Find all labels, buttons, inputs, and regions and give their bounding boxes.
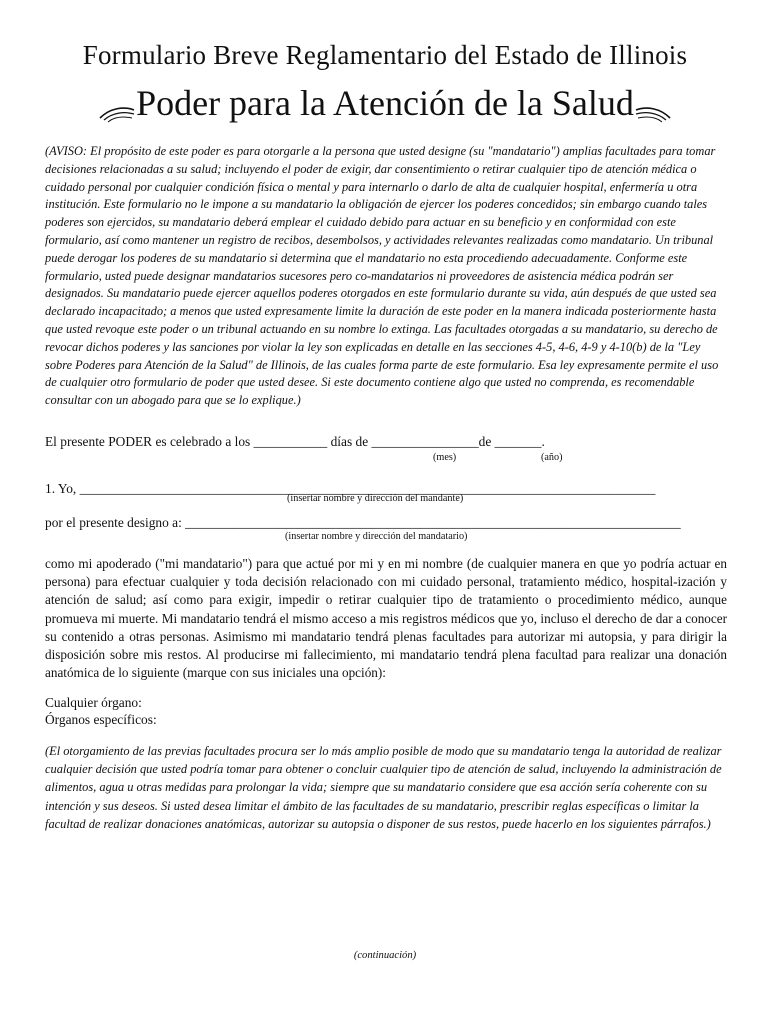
date-line: El presente PODER es celebrado a los ___________ días de ________________de _______. [45,434,545,449]
agent-line: por el presente designo a: __________________________________________________________________________ [45,515,681,530]
powers-paragraph: como mi apoderado ("mi mandatario") para que actué por mi y en mi nombre (de cualquier manera en que yo podría actuar en persona) para efectuar cualquier y toda decisión relacionado con mi cuidado personal, tratamiento médico, hospital-ización y atención de salud; así como para exigir, impedir o retirar cualquier tipo de tratamiento o procedimiento médico, aunque promueva mi muerte. Mi mandatario tendrá el mismo acceso a mis registros médicos que yo, incluso el derecho de dar a conocer su contenido a otras personas. Asimismo mi mandatario tendrá plenas facultades para autorizar mi autopsia, y para dirigir la disposición sobre mis restos. Al producirse mi fallecimiento, mi mandatario tendrá plena facultad para realizar una donación anatómica de lo siguiente (marque con sus iniciales una opción): [45,556,727,681]
form-title-main [0,82,770,124]
left-flourish-icon [96,95,136,119]
form-title-text: Poder para la Atención de la Salud [136,83,634,123]
continuation-label: (continuación) [353,950,417,961]
form-title-state: Formulario Breve Reglamentario del Estado de Illinois [82,40,688,70]
month-label: (mes) [433,452,457,463]
option-specific-organs: Órganos específicos: [45,712,157,727]
agent-label: (insertar nombre y dirección del mandatario) [285,531,468,542]
legal-notice: (AVISO: El propósito de este poder es para otorgarle a la persona que usted designe (su "mandatario") amplias facultades para tomar decisiones relacionadas a su salud; incluyendo el poder de exigir, dar consentimiento o retirar cualquier tipo de atención médica o cuidado personal por cualquier condición física o mental y para internarlo o darlo de alta de cualquier hospital, enfermería u otra institución. Este formulario no le impone a su mandatario la obligación de ejercer los poderes concedidos; sin embargo cuando tales poderes son ejercidos, su mandatario deberá emplear el cuidado debido para actuar en su beneficio y en conformidad con este formulario, así como mantener un registro de recibos, desembolsos, y actividades relevantes realizadas como mandatario. Un tribunal puede derogar los poderes de su mandatario si determina que el mandatario no esta procediendo adecuadamente. Conforme este formulario, usted puede designar mandatarios sucesores pero co-mandatarios ni proveedores de asistencia médica podrán ser designados. Su mandatario puede ejercer aquellos poderes otorgados en este formulario durante su vida, aún después de que usted sea declarado incapacitado; a menos que usted expresamente limite la duración de este poder en la manera indicada posteriormente hasta que usted revoque este poder o un tribunal actuando en su nombre lo extinga. Las facultades otorgadas a su mandatario, su derecho de revocar dichos poderes y las sanciones por violar la ley son explicadas en detalle en las secciones 4-5, 4-6, 4-9 y 4-10(b) de la "Ley sobre Poderes para Atención de la Salud" de Illinois, de las cuales forma parte de este formulario. Esa ley expresamente permite el uso de cualquier otro formulario de poder que usted desee. Si este documento contiene algo que usted no comprenda, es recomendable consultar con un abogado para que se lo explique.) [45,144,719,408]
principal-label: (insertar nombre y dirección del mandante) [287,493,464,504]
right-flourish-icon [634,95,674,119]
scope-note-paragraph: (El otorgamiento de las previas facultades procura ser lo más amplio posible de modo que su mandatario tenga la autoridad de realizar cualquier decisión que usted podría tomar para obtener o concluir cualquier tipo de atención de salud, incluyendo la administración de alimentos, agua u otras medidas para prolongar la vida; siempre que su mandatario considere que esa acción sería coherente con su intención y sus deseos. Si usted desea limitar el ámbito de las facultades de su mandatario, prescribir reglas específicas o limitar la facultad de realizar donaciones anatómicas, autorizar su autopsia o disponer de sus restos, puede hacerlo en los siguientes párrafos.) [45,744,722,831]
year-label: (año) [541,452,563,463]
principal-line: 1. Yo, ______________________________________________________________________________________ [45,481,656,496]
option-any-organ: Cualquier órgano: [45,695,142,710]
